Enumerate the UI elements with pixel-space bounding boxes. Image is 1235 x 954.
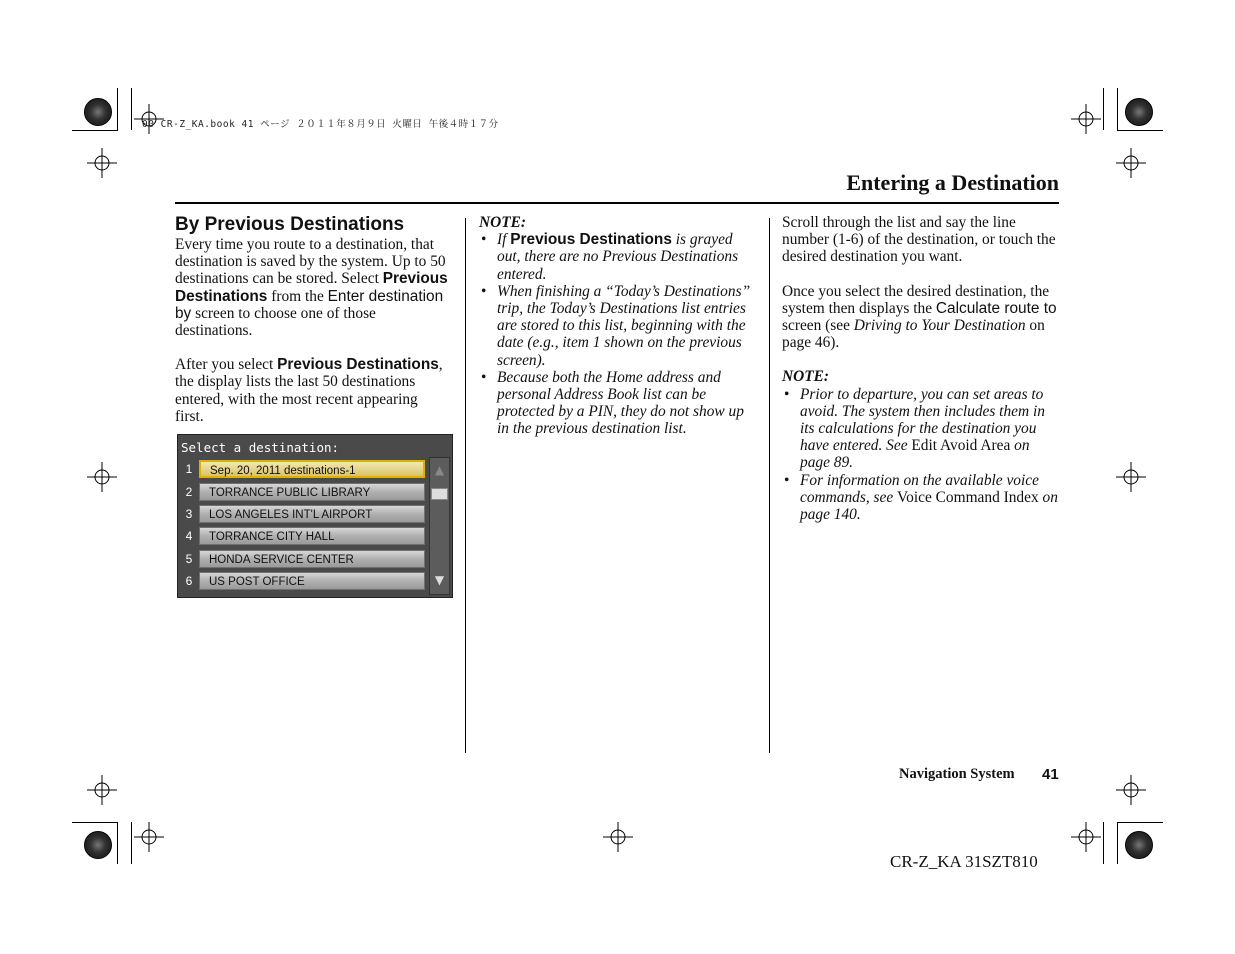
registration-crosshair-icon	[1116, 148, 1146, 178]
ui-term: Previous Destinations	[510, 231, 672, 249]
ui-term: Enter destination by	[175, 287, 444, 322]
page-number: 41	[1042, 766, 1059, 783]
text: on page 46).	[782, 317, 1045, 352]
destination-button: TORRANCE CITY HALL	[199, 527, 425, 545]
scroll-down-icon: ▼	[434, 573, 445, 587]
section-heading: By Previous Destinations	[175, 214, 405, 235]
text: If	[497, 231, 511, 249]
list-item	[178, 504, 428, 526]
ui-term: Previous Destinations	[277, 356, 439, 374]
registration-disk-icon	[1125, 831, 1153, 859]
column-left	[175, 214, 450, 425]
note-list	[479, 231, 759, 437]
ui-term: Previous Destinations	[175, 270, 448, 305]
registration-crosshair-icon	[1071, 104, 1101, 134]
header-rule	[175, 202, 1059, 204]
screen-title: Select a destination:	[181, 440, 340, 455]
scrollbar	[429, 457, 450, 595]
destination-button: HONDA SERVICE CENTER	[199, 550, 425, 568]
text: For information on the available voice commands, see	[800, 471, 1039, 506]
registration-crosshair-icon	[134, 822, 164, 852]
list-item	[479, 231, 759, 283]
registration-crosshair-icon	[87, 775, 117, 805]
note-label: NOTE:	[782, 368, 830, 386]
cross-reference: Edit Avoid Area	[911, 437, 1011, 455]
paragraph-select	[782, 283, 1062, 352]
list-item: • Because both the Home address and personal Address Book list can be protected by a PIN, they do not show up in the previous destination list.	[479, 369, 759, 438]
text: on page 140.	[800, 488, 1058, 524]
text: Prior to departure, you can set areas to avoid. The system then includes them in its calculations for the destination you have entered. See	[800, 385, 1045, 455]
text: on page 89.	[800, 437, 1030, 472]
page-title: Entering a Destination	[846, 170, 1059, 195]
note-list	[782, 386, 1062, 524]
text: Every time you route to a destination, that destination is saved by the system. Up to 50 destinations can be stored. Select	[175, 236, 446, 288]
text: screen to choose one of those destinations.	[175, 304, 376, 340]
registration-disk-icon	[1125, 98, 1153, 126]
destination-button: Sep. 20, 2011 destinations-1	[199, 460, 425, 478]
item-number: 6	[185, 574, 193, 588]
text: is grayed out, there are no Previous Destinations entered.	[497, 231, 739, 283]
ui-term: Calculate route to	[935, 299, 1057, 317]
paragraph-intro	[175, 236, 450, 339]
column-divider	[769, 218, 770, 753]
item-number: 2	[185, 485, 193, 499]
list-item	[178, 526, 428, 548]
registration-crosshair-icon	[87, 148, 117, 178]
file-info: 00 CR-Z_KA.book 41 ページ ２０１１年８月９日 火曜日 午後４時１７分	[142, 119, 499, 130]
text: , the display lists the last 50 destinations entered, with the most recent appearing first.	[175, 356, 443, 425]
cross-reference: Voice Command Index	[897, 488, 1039, 506]
list-item	[178, 571, 428, 593]
registration-disk-icon	[84, 831, 112, 859]
destination-button: TORRANCE PUBLIC LIBRARY	[199, 483, 425, 501]
list-item	[178, 549, 428, 571]
scroll-up-icon: ▲	[434, 463, 445, 477]
registration-crosshair-icon	[87, 462, 117, 492]
text: Once you select the desired destination, the system then displays the	[782, 282, 1050, 317]
list-item	[178, 459, 428, 481]
paragraph-list-info	[175, 356, 450, 425]
registration-crosshair-icon	[603, 822, 633, 852]
registration-disk-icon	[84, 98, 112, 126]
list-item	[782, 472, 1062, 524]
text: screen (see	[782, 317, 854, 335]
list-item	[178, 482, 428, 504]
paragraph-scroll: Scroll through the list and say the line number (1-6) of the destination, or touch the desired destination you want.	[782, 214, 1056, 266]
list-item: • When finishing a “Today’s Destinations” trip, the Today’s Destinations list entries are stored to this list, beginning with the date (e.g., item 1 shown on the previous screen).	[479, 283, 759, 369]
text: from the	[267, 287, 328, 305]
item-number: 1	[185, 462, 193, 476]
column-middle	[479, 214, 759, 438]
registration-crosshair-icon	[1116, 462, 1146, 492]
item-number: 5	[185, 552, 193, 566]
destination-button: LOS ANGELES INT'L AIRPORT	[199, 505, 425, 523]
text: After you select	[175, 356, 278, 374]
registration-crosshair-icon	[1116, 775, 1146, 805]
nav-screen-image	[177, 434, 453, 598]
item-number: 4	[185, 529, 193, 543]
column-divider	[465, 218, 466, 753]
note-label: NOTE:	[479, 214, 527, 231]
footer-section-name: Navigation System	[899, 766, 1015, 782]
item-number: 3	[185, 507, 193, 521]
document-code: CR-Z_KA 31SZT810	[890, 852, 1038, 871]
registration-crosshair-icon	[1071, 822, 1101, 852]
cross-reference: Driving to Your Destination	[853, 317, 1026, 335]
destination-button: US POST OFFICE	[199, 572, 425, 590]
list-item	[782, 386, 1062, 472]
scroll-thumb	[431, 488, 448, 500]
column-right	[782, 214, 1062, 523]
